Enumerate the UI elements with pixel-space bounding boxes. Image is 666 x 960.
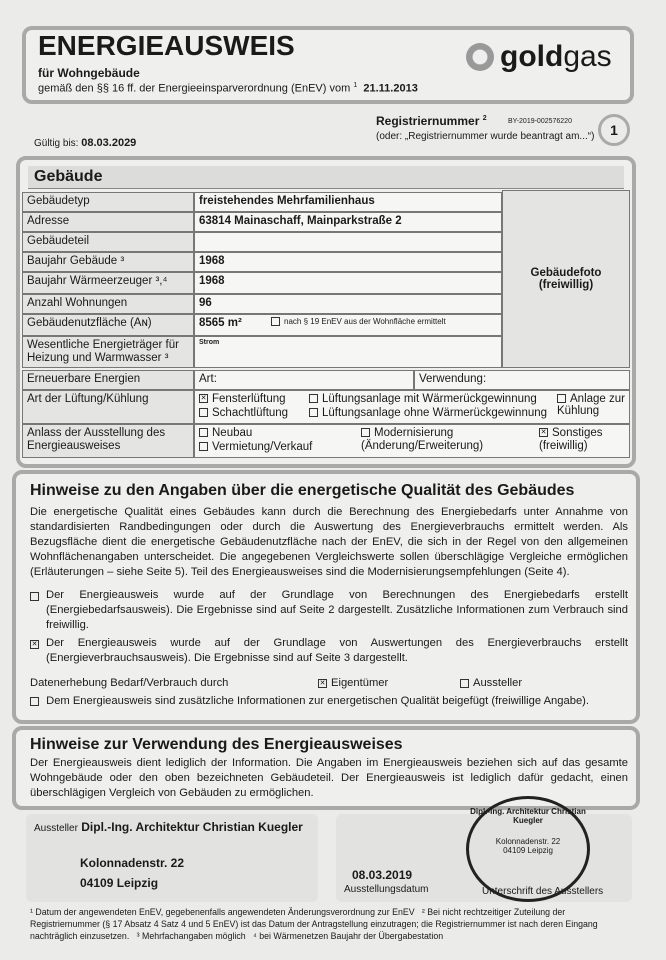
checkbox-icon[interactable]: [460, 679, 469, 688]
occ-neubau[interactable]: Neubau: [199, 427, 252, 439]
footnote-3: ³ Mehrfachangaben möglich: [136, 931, 246, 941]
row-value: Strom: [194, 336, 502, 368]
reg-note: (oder: „Registriernummer wurde beantragt am...“): [376, 131, 595, 142]
ventilation-label: Art der Lüftung/Kühlung: [22, 390, 194, 424]
collected-by-issuer[interactable]: Aussteller: [460, 676, 522, 691]
collected-by-owner[interactable]: ✕ Eigentümer: [319, 677, 389, 689]
row-value: freistehendes Mehrfamilienhaus: [194, 192, 502, 212]
row-label: Adresse: [22, 212, 194, 232]
option-bedarf[interactable]: Der Energieausweis wurde auf der Grundlage von Berechnungen des Energiebedarfs erstellt (Energiebedarfsausweis). Die Ergebnisse sind auf Seite 2 dargestellt. Zusätzliche Informationen zum Verbrauch sind freiwillig.: [30, 588, 628, 633]
area-note[interactable]: nach § 19 EnEV aus der Wohnfläche ermittelt: [271, 317, 446, 326]
vent-fenster[interactable]: ✕ Fensterlüftung: [200, 393, 286, 405]
row-value: 1968: [194, 252, 502, 272]
checkbox-icon[interactable]: [199, 428, 208, 437]
checkbox-icon[interactable]: [30, 697, 39, 706]
row-value: 8565 m² nach § 19 EnEV aus der Wohnfläche ermittelt: [194, 314, 502, 336]
issuer-line: Aussteller Dipl.-Ing. Architektur Christian Kuegler: [34, 820, 303, 834]
checkbox-icon[interactable]: [309, 408, 318, 417]
valid-until: [34, 137, 136, 149]
footnote-2: ² Bei nicht rechtzeitiger Zuteilung der Registriernummer (§ 17 Absatz 4 Satz 4 und 5 EnEV) ist das Datum der Antragstellung einzutragen; die Registriernummer ist nach deren Eingang nachträglich einzusetzen.: [30, 907, 598, 941]
building-title: Gebäude: [28, 166, 624, 189]
checkbox-icon[interactable]: [271, 317, 280, 326]
footnote-ref: 1: [353, 82, 358, 89]
extra-info[interactable]: Dem Energieausweis sind zusätzliche Informationen zur energetischen Qualität beigefügt (freiwillige Angabe).: [30, 694, 589, 709]
checkbox-icon[interactable]: [309, 394, 318, 403]
enev-date: 21.11.2013: [363, 82, 418, 95]
row-label: Gebäudeteil: [22, 232, 194, 252]
row-label: Gebäudetyp: [22, 192, 194, 212]
page-number: 1: [598, 114, 630, 146]
logo-bold: gold: [500, 40, 564, 73]
row-label: Baujahr Gebäude ³: [22, 252, 194, 272]
checkbox-icon[interactable]: [361, 428, 370, 437]
row-label: Gebäudenutzfläche (Aɴ): [22, 314, 194, 336]
usage-title: Hinweise zur Verwendung des Energieausweises: [30, 736, 403, 753]
footnotes: [30, 906, 630, 942]
issue-date-label: Ausstellungsdatum: [344, 884, 429, 895]
checkbox-checked-icon[interactable]: ✕: [31, 641, 38, 648]
row-label: Baujahr Wärmeerzeuger ³,⁴: [22, 272, 194, 294]
occasion-label: Anlass der Ausstellung des Energieausweises: [22, 424, 194, 458]
goldgas-logo: [466, 40, 612, 74]
vent-mit-wrg[interactable]: Lüftungsanlage mit Wärmerückgewinnung: [309, 393, 537, 405]
reg-number: BY-2019-002576220: [508, 118, 572, 125]
row-value: 63814 Mainaschaff, Mainparkstraße 2: [194, 212, 502, 232]
vent-kuehlung[interactable]: Anlage zur Kühlung: [557, 393, 625, 417]
row-value: 1968: [194, 272, 502, 294]
issue-date: 08.03.2019: [352, 868, 413, 882]
footnote-4: ⁴ bei Wärmenetzen Baujahr der Übergabestation: [253, 931, 444, 941]
document-title: ENERGIEAUSWEIS: [38, 30, 295, 61]
vent-schacht[interactable]: Schachtlüftung: [199, 407, 288, 419]
renewable-art: Art:: [194, 370, 414, 390]
checkbox-icon[interactable]: [30, 592, 39, 601]
vent-ohne-wrg[interactable]: Lüftungsanlage ohne Wärmerückgewinnung: [309, 407, 547, 419]
logo-light: gas: [563, 40, 612, 73]
footnote-1: ¹ Datum der angewendeten EnEV, gegebenenfalls angewendeten Änderungsverordnung zur EnEV: [30, 907, 415, 917]
occ-vermietung[interactable]: Vermietung/Verkauf: [199, 441, 312, 453]
ventilation-options: [194, 390, 630, 424]
row-value: [194, 232, 502, 252]
photo-label: Gebäudefoto (freiwillig): [530, 267, 602, 291]
renewable-label: Erneuerbare Energien: [22, 370, 194, 390]
issuer-stamp: Dipl.-Ing. Architektur Christian Kuegler Kolonnadenstr. 22 04109 Leipzig: [466, 796, 590, 902]
checkbox-checked-icon[interactable]: ✕: [319, 679, 326, 687]
row-label: Wesentliche Energieträger für Heizung und Warmwasser ³: [22, 336, 194, 368]
occ-sonstiges[interactable]: ✕ Sonstiges (freiwillig): [539, 427, 603, 452]
row-value: 96: [194, 294, 502, 314]
regulation-text: gemäß den §§ 16 ff. der Energieeinsparverordnung (EnEV) vom: [38, 82, 351, 95]
checkbox-checked-icon[interactable]: ✕: [200, 395, 207, 403]
option-verbrauch[interactable]: ✕ Der Energieausweis wurde auf der Grundlage von Auswertungen des Energieverbrauchs erstellt (Energieverbrauchsausweis). Die Ergebnisse sind auf Seite 3 dargestellt.: [31, 637, 628, 664]
checkbox-checked-icon[interactable]: ✕: [540, 429, 547, 437]
issuer-street: Kolonnadenstr. 22: [80, 856, 185, 870]
reg-label: Registriernummer $^2$: [376, 114, 487, 128]
occasion-options: [194, 424, 630, 458]
checkbox-icon[interactable]: [199, 408, 208, 417]
document-subtitle: für Wohngebäude: [38, 66, 140, 80]
issuer-city: 04109 Leipzig: [80, 876, 159, 890]
occ-modernisierung[interactable]: Modernisierung (Änderung/Erweiterung): [361, 427, 484, 452]
photo-placeholder: [502, 190, 630, 368]
logo-circle-icon: [466, 43, 494, 71]
quality-intro: Die energetische Qualität eines Gebäudes kann durch die Berechnung des Energiebedarfs unter Annahme von standardisierten Randbedingungen oder durch die Auswertung des Energieverbrauchs ermittelt werden. Als Bezugsfläche dient die energetische Gebäudenutzfläche nach der EnEV, die sich in der Regel von den allgemeinen Wohnflächenangaben unterscheidet. Die angegebenen Vergleichswerte sollen überschlägige Vergleiche ermöglichen (Erläuterungen – siehe Seite 5). Teil des Energieausweises sind die Modernisierungsempfehlungen (Seite 4).: [30, 506, 628, 578]
valid-label: Gültig bis:: [34, 138, 79, 149]
valid-date: 08.03.2029: [81, 137, 137, 149]
quality-title: Hinweise zu den Angaben über die energetische Qualität des Gebäudes: [30, 482, 575, 499]
data-collection-label: Datenerhebung Bedarf/Verbrauch durch: [30, 677, 229, 689]
usage-text: Der Energieausweis dient lediglich der Information. Die Angaben im Energieausweis beziehen sich auf das gesamte Wohngebäude oder den oben bezeichneten Gebäudeteil. Der Energieausweis ist lediglich dafür gedacht, einen überschlägigen Vergleich von Gebäuden zu ermöglichen.: [30, 757, 628, 799]
row-label: Anzahl Wohnungen: [22, 294, 194, 314]
checkbox-icon[interactable]: [199, 442, 208, 451]
signature-label: Unterschrift des Ausstellers: [482, 886, 604, 897]
renewable-use: Verwendung:: [414, 370, 630, 390]
checkbox-icon[interactable]: [557, 394, 566, 403]
regulation-line: [38, 82, 418, 95]
